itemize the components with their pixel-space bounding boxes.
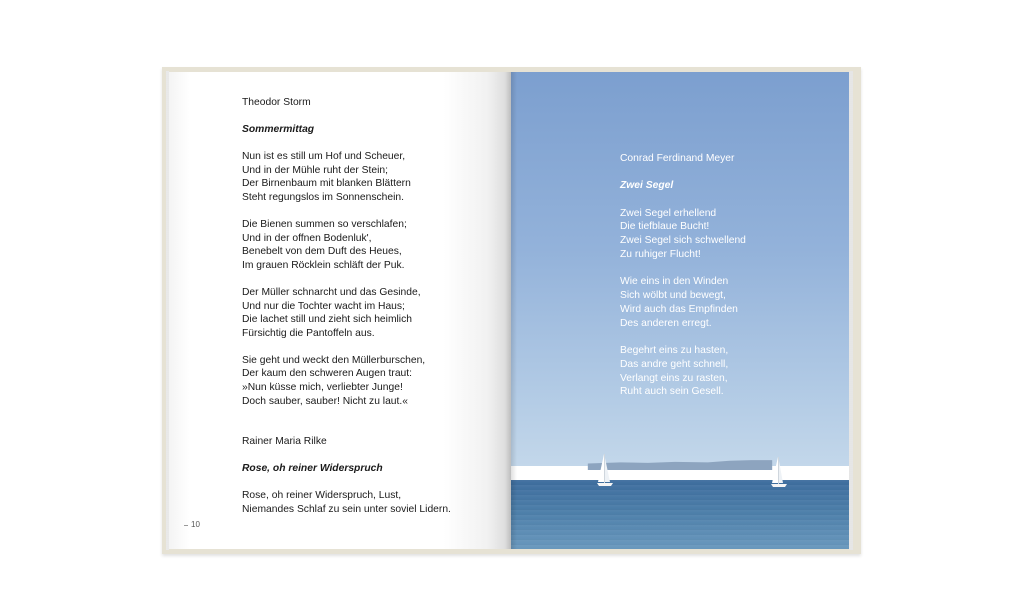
poem-line: Fürsichtig die Pantoffeln aus. — [242, 327, 375, 339]
poem-line: Die Bienen summen so verschlafen; — [242, 219, 407, 231]
poem-line: Und in der offnen Bodenluk', — [242, 232, 372, 244]
poem-line: Rose, oh reiner Widerspruch, Lust, — [242, 490, 402, 502]
poem-title: Sommermittag — [242, 124, 315, 136]
book-gutter — [505, 72, 517, 549]
poem-title: Zwei Segel — [620, 180, 674, 192]
poem-line: Des anderen erregt. — [620, 317, 712, 329]
poem-line: Sie geht und weckt den Müllerburschen, — [242, 354, 426, 366]
poem-line: Zu ruhiger Flucht! — [620, 248, 701, 260]
poem-line: Und nur die Tochter wacht im Haus; — [242, 300, 405, 312]
poem-title: Rose, oh reiner Widerspruch — [242, 463, 383, 475]
poem-line: Benebelt von dem Duft des Heues, — [242, 246, 402, 258]
poem-line: Ruht auch sein Gesell. — [620, 386, 724, 398]
poem-line: »Nun küsse mich, verliebter Junge! — [242, 382, 403, 393]
stanza — [620, 207, 746, 262]
right-page-text — [620, 152, 746, 399]
poem-line: Und in der Mühle ruht der Stein; — [242, 164, 388, 176]
stanza — [620, 275, 746, 330]
poem-line: Nun ist es still um Hof und Scheuer, — [242, 151, 406, 163]
page-number: 10 — [191, 520, 200, 529]
poem-author: Rainer Maria Rilke — [242, 436, 327, 448]
poem-author: Conrad Ferdinand Meyer — [620, 153, 735, 164]
stanza — [242, 218, 451, 272]
poem-line: Zwei Segel erhellend — [620, 207, 717, 219]
left-page-text — [242, 96, 451, 517]
stanza — [242, 286, 451, 340]
poem-line: Der kaum den schweren Augen traut: — [242, 368, 412, 380]
sea-photo — [511, 480, 849, 549]
poem-line: Niemandes Schlaf zu sein unter soviel Lidern. — [242, 503, 451, 515]
stanza — [242, 489, 451, 516]
poem-line: Verlangt eins zu rasten, — [620, 372, 728, 384]
poem-author: Theodor Storm — [242, 97, 311, 108]
poem-line: Das andre geht schnell, — [620, 358, 729, 370]
page-number-mark — [184, 525, 188, 526]
poem-line: Steht regungslos im Sonnenschein. — [242, 191, 404, 203]
stanza — [620, 344, 746, 399]
poem-line: Der Birnenbaum mit blanken Blättern — [242, 178, 411, 190]
poem-line: Zwei Segel sich schwellend — [620, 235, 746, 247]
poem-line: Sich wölbt und bewegt, — [620, 290, 726, 302]
poem-line: Im grauen Röcklein schläft der Puk. — [242, 259, 405, 271]
poem-line: Begehrt eins zu hasten, — [620, 344, 729, 356]
right-page-edges — [849, 71, 853, 550]
poem-line: Wird auch das Empfinden — [620, 303, 738, 315]
poem-line: Wie eins in den Winden — [620, 276, 729, 288]
poem-line: Die lachet still und zieht sich heimlich — [242, 314, 412, 326]
stanza — [242, 354, 451, 408]
poem-line: Die tiefblaue Bucht! — [620, 221, 710, 233]
poem-line: Der Müller schnarcht und das Gesinde, — [242, 286, 421, 298]
sailboat-icon — [595, 452, 617, 488]
stanza — [242, 150, 451, 204]
sailboat-icon — [768, 455, 790, 489]
poem-line: Doch sauber, sauber! Nicht zu laut.« — [242, 395, 408, 407]
distant-hills — [511, 458, 849, 470]
